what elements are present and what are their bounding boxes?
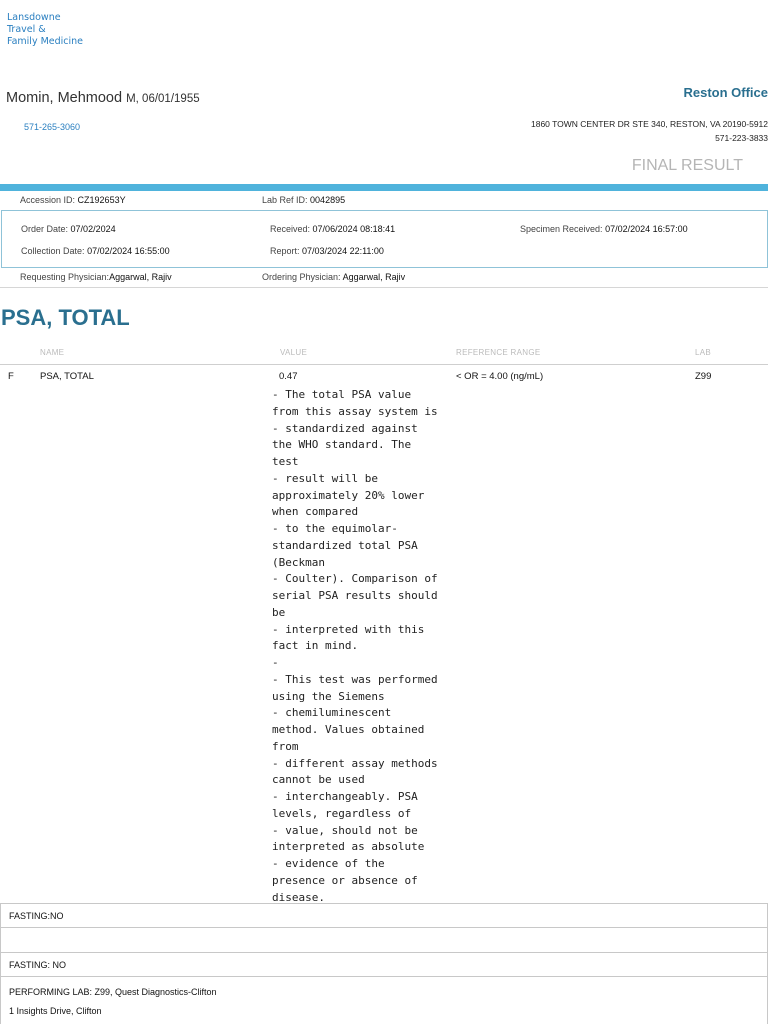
comment-line: - evidence of the (272, 857, 385, 870)
comment-line: - to the equimolar- (272, 522, 398, 535)
comment-line: - chemiluminescent (272, 706, 392, 720)
comment-line: cannot be used (272, 773, 365, 787)
accession-label: Accession ID: (20, 195, 76, 205)
patient-name: Momin, Mehmood (6, 90, 123, 106)
comment-line: - result will be (272, 471, 378, 485)
lab-ref-value: 0042895 (310, 195, 346, 205)
comment-line: interpreted as absolute (272, 840, 425, 854)
fasting-note-1: FASTING:NO (0, 903, 768, 928)
comment-line: serial PSA results should (272, 589, 438, 602)
comment-line: standardized total PSA (272, 538, 418, 552)
comment-line: when compared (272, 505, 359, 519)
performing-lab-address: 1 Insights Drive, Clifton (9, 1006, 102, 1016)
patient-details: M, 06/01/1955 (126, 93, 200, 105)
empty-note-row (0, 927, 768, 953)
result-comment (272, 387, 452, 906)
result-flag: F (8, 371, 14, 382)
specimen-received-value: 07/02/2024 16:57:00 (605, 224, 688, 234)
comment-line: - different assay methods (272, 756, 438, 770)
header-divider (0, 184, 768, 191)
specimen-received-label: Specimen Received: (520, 224, 603, 234)
performing-lab-box (0, 976, 768, 1024)
office-phone: 571-223-3833 (715, 133, 768, 143)
column-header-name: NAME (40, 348, 65, 357)
comment-line: - interchangeably. PSA (272, 790, 418, 803)
physician-row (0, 268, 768, 288)
ordering-physician-label: Ordering Physician: (262, 272, 341, 282)
comment-line: disease. (272, 890, 325, 904)
comment-line: - This test was performed (272, 672, 438, 686)
lab-ref-label: Lab Ref ID: (262, 195, 308, 205)
table-header-divider (0, 364, 768, 365)
comment-line: the WHO standard. The (272, 438, 412, 452)
comment-line: - standardized against (272, 421, 418, 435)
comment-line: approximately 20% lower (272, 488, 425, 502)
office-address: 1860 TOWN CENTER DR STE 340, RESTON, VA 20190-5912 (531, 119, 768, 129)
order-date-label: Order Date: (21, 224, 69, 234)
report-value: 07/03/2024 22:11:00 (302, 246, 384, 256)
performing-lab: PERFORMING LAB: Z99, Quest Diagnostics-Clifton (9, 987, 217, 997)
comment-line: - interpreted with this (272, 622, 425, 636)
column-header-lab: LAB (695, 348, 712, 357)
comment-line: - Coulter). Comparison of (272, 572, 438, 586)
logo-line-1: Lansdowne (7, 12, 61, 23)
requesting-physician-label: Requesting Physician: (20, 272, 110, 282)
result-status: FINAL RESULT (631, 157, 743, 174)
comment-line: presence or absence of (272, 873, 418, 887)
comment-line: fact in mind. (272, 639, 359, 653)
collection-date-value: 07/02/2024 16:55:00 (87, 246, 170, 256)
fasting-note-2: FASTING: NO (0, 952, 768, 977)
comment-line: - The total PSA value (272, 388, 412, 401)
accession-value: CZ192653Y (77, 195, 126, 205)
result-lab: Z99 (695, 371, 712, 382)
result-name: PSA, TOTAL (40, 371, 94, 382)
requesting-physician-value: Aggarwal, Rajiv (109, 272, 172, 282)
ordering-physician-value: Aggarwal, Rajiv (342, 272, 406, 282)
comment-line: levels, regardless of (272, 806, 412, 820)
accession-row (0, 191, 768, 210)
column-header-reference-range: REFERENCE RANGE (456, 348, 541, 357)
comment-line: from this assay system is (272, 404, 438, 418)
result-value: 0.47 (279, 371, 298, 382)
column-header-value: VALUE (280, 348, 308, 357)
comment-line: from (272, 739, 299, 753)
test-title: PSA, TOTAL (1, 305, 130, 330)
logo-line-2: Travel & (7, 24, 46, 35)
received-label: Received: (270, 224, 311, 234)
comment-line: - (272, 656, 279, 669)
patient-header (6, 90, 200, 106)
dates-box (1, 210, 768, 268)
patient-phone[interactable]: 571-265-3060 (24, 122, 81, 132)
report-label: Report: (270, 246, 300, 256)
comment-line: using the Siemens (272, 689, 385, 703)
order-date-value: 07/02/2024 (70, 224, 116, 234)
comment-line: method. Values obtained (272, 723, 425, 736)
office-contact (531, 117, 768, 145)
clinic-logo (7, 12, 83, 48)
received-value: 07/06/2024 08:18:41 (312, 224, 396, 234)
comment-line: (Beckman (272, 555, 325, 569)
logo-line-3: Family Medicine (7, 36, 84, 47)
comment-line: be (272, 605, 286, 619)
collection-date-label: Collection Date: (21, 246, 85, 256)
result-reference-range: < OR = 4.00 (ng/mL) (456, 371, 544, 382)
comment-line: test (272, 455, 299, 468)
comment-line: - value, should not be (272, 823, 418, 837)
office-name: Reston Office (683, 85, 768, 100)
